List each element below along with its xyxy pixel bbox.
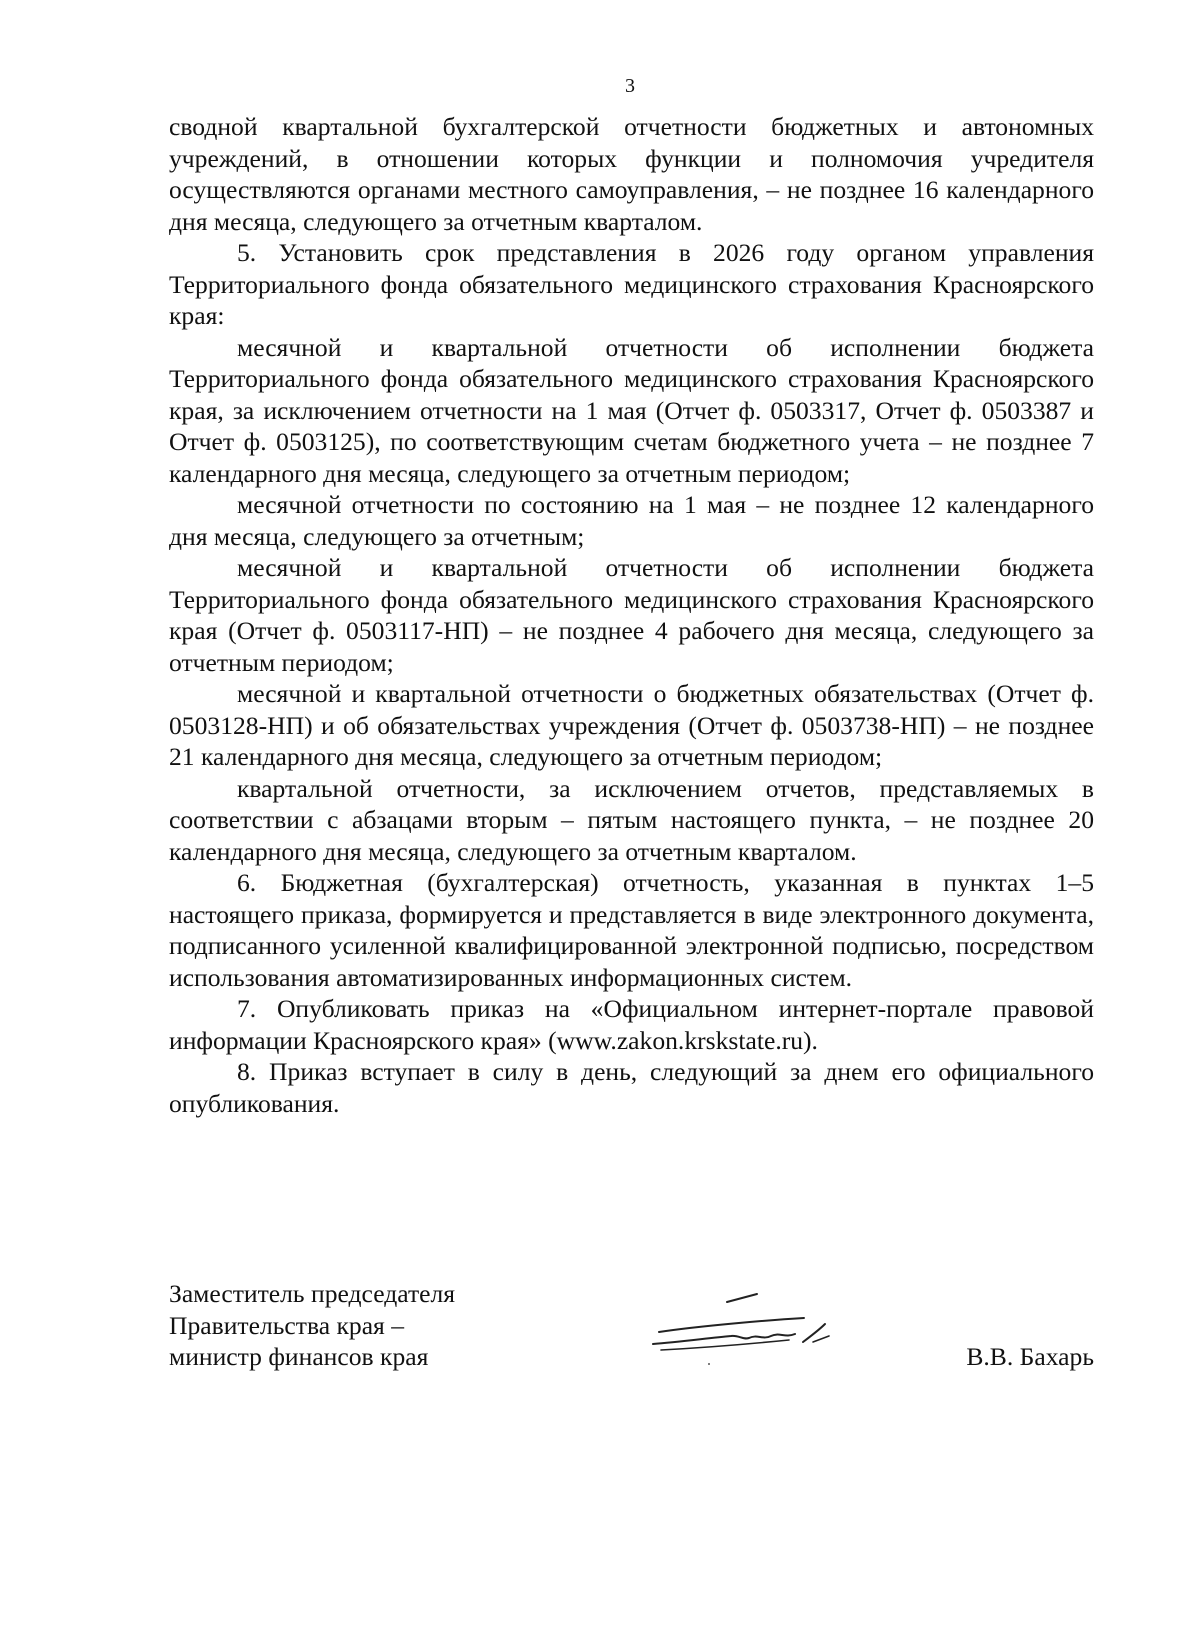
paragraph-item-8: 8. Приказ вступает в силу в день, следующий за днем его официального опубликования. xyxy=(169,1057,1094,1118)
paragraph-item-5-subitem-5: квартальной отчетности, за исключением отчетов, представляемых в соответствии с абзацами вторым – пятым настоящего пункта, – не позднее 20 календарного дня месяца, следующего за отчетным кварталом. xyxy=(169,773,1094,866)
signatory-position xyxy=(169,1278,455,1373)
paragraph-item-5: 5. Установить срок представления в 2026 году органом управления Территориального фонда обязательного медицинского страхования Красноярского края: xyxy=(169,238,1094,330)
signatory-position-line: министр финансов края xyxy=(169,1342,429,1371)
paragraph-item-7: 7. Опубликовать приказ на «Официальном интернет-портале правовой информации Красноярского края» (www.zakon.krskstate.ru). xyxy=(169,994,1094,1055)
paragraph-item-5-subitem-4: месячной и квартальной отчетности о бюджетных обязательствах (Отчет ф. 0503128-НП) и об обязательствах учреждения (Отчет ф. 0503738-НП) – не позднее 21 календарного дня месяца, следующего за отчетным периодом; xyxy=(169,679,1094,771)
page-number: 3 xyxy=(625,75,635,97)
paragraph-continuation: сводной квартальной бухгалтерской отчетности бюджетных и автономных учреждений, в отношении которых функции и полномочия учредителя осуществляются органами местного самоуправления, – не позднее 16 календарного дня месяца, следующего за отчетным кварталом. xyxy=(169,112,1094,236)
handwritten-signature xyxy=(639,1290,869,1370)
paragraph-item-5-subitem-1: месячной и квартальной отчетности об исполнении бюджета Территориального фонда обязательного медицинского страхования Красноярского края, за исключением отчетности на 1 мая (Отчет ф. 0503317, Отчет ф. 0503387 и Отчет ф. 0503125), по соответствующим счетам бюджетного учета – не позднее 7 календарного дня месяца, следующего за отчетным периодом; xyxy=(169,332,1094,488)
document-body xyxy=(169,111,1094,1119)
paragraph-item-6: 6. Бюджетная (бухгалтерская) отчетность, указанная в пунктах 1–5 настоящего приказа, формируется и представляется в виде электронного документа, подписанного усиленной квалифицированной электронной подписью, посредством использования автоматизированных информационных систем. xyxy=(169,868,1094,992)
signatory-name: В.В. Бахарь xyxy=(966,1342,1094,1371)
paragraph-item-5-subitem-3: месячной и квартальной отчетности об исполнении бюджета Территориального фонда обязательного медицинского страхования Красноярского края (Отчет ф. 0503117-НП) – не позднее 4 рабочего дня месяца, следующего за отчетным периодом; xyxy=(169,553,1094,677)
signatory-position-line: Правительства края – xyxy=(169,1310,405,1340)
paragraph-item-5-subitem-2: месячной отчетности по состоянию на 1 мая – не позднее 12 календарного дня месяца, следующего за отчетным; xyxy=(169,490,1094,551)
signature-block xyxy=(169,1278,1094,1388)
signature-scribble xyxy=(639,1290,869,1370)
signatory-position-line: Заместитель председателя xyxy=(169,1279,456,1308)
